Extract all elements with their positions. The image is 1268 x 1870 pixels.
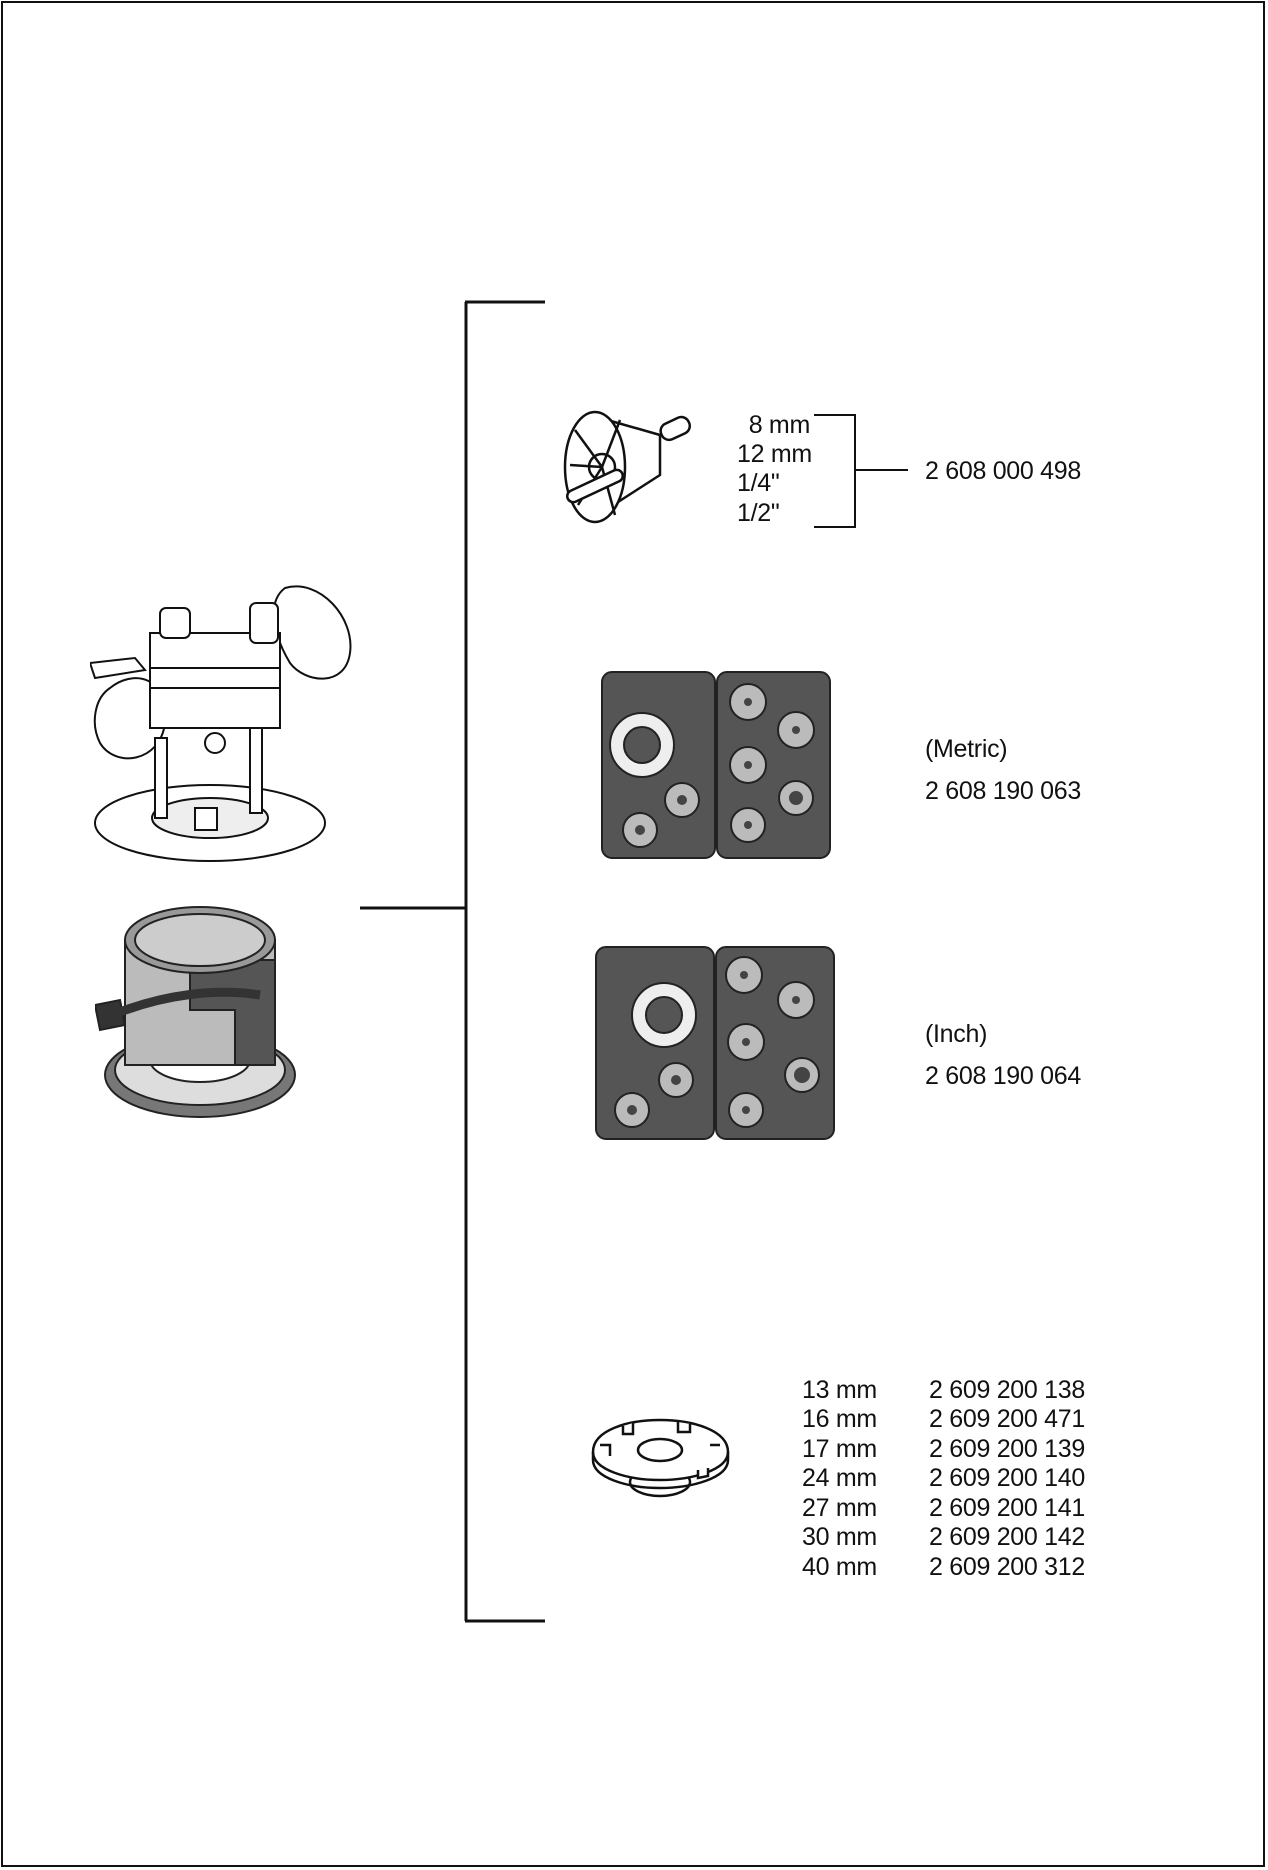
part-number: 2 609 200 139 (929, 1435, 1085, 1463)
size-label: 16 mm (802, 1405, 877, 1433)
part-number: 2 609 200 141 (929, 1494, 1085, 1522)
template-guide-case-inch-illustration (594, 945, 836, 1141)
part-number: 2 608 190 063 (925, 777, 1081, 805)
size-label: 30 mm (802, 1523, 877, 1551)
size-label: 12 mm (737, 440, 812, 468)
template-guide-case-metric-illustration (600, 670, 832, 860)
size-label: 1/4" (737, 469, 780, 497)
part-number: 2 609 200 312 (929, 1553, 1085, 1581)
part-number: 2 609 200 471 (929, 1405, 1085, 1433)
size-label: 24 mm (802, 1464, 877, 1492)
plunge-base-illustration (95, 900, 305, 1125)
size-label: 13 mm (802, 1376, 877, 1404)
variant-label: (Metric) (925, 735, 1008, 763)
template-guide-illustration (588, 1410, 733, 1510)
part-number: 2 608 190 064 (925, 1062, 1081, 1090)
size-label: 40 mm (802, 1553, 877, 1581)
part-number: 2 609 200 138 (929, 1376, 1085, 1404)
size-label: 8 mm (748, 411, 810, 439)
size-label: 1/2" (737, 499, 780, 527)
router-tool-illustration (90, 578, 360, 868)
centering-device-illustration (560, 405, 705, 530)
part-number: 2 609 200 140 (929, 1464, 1085, 1492)
size-label: 27 mm (802, 1494, 877, 1522)
size-label: 17 mm (802, 1435, 877, 1463)
part-number: 2 608 000 498 (925, 457, 1081, 485)
part-number: 2 609 200 142 (929, 1523, 1085, 1551)
variant-label: (Inch) (925, 1020, 988, 1048)
